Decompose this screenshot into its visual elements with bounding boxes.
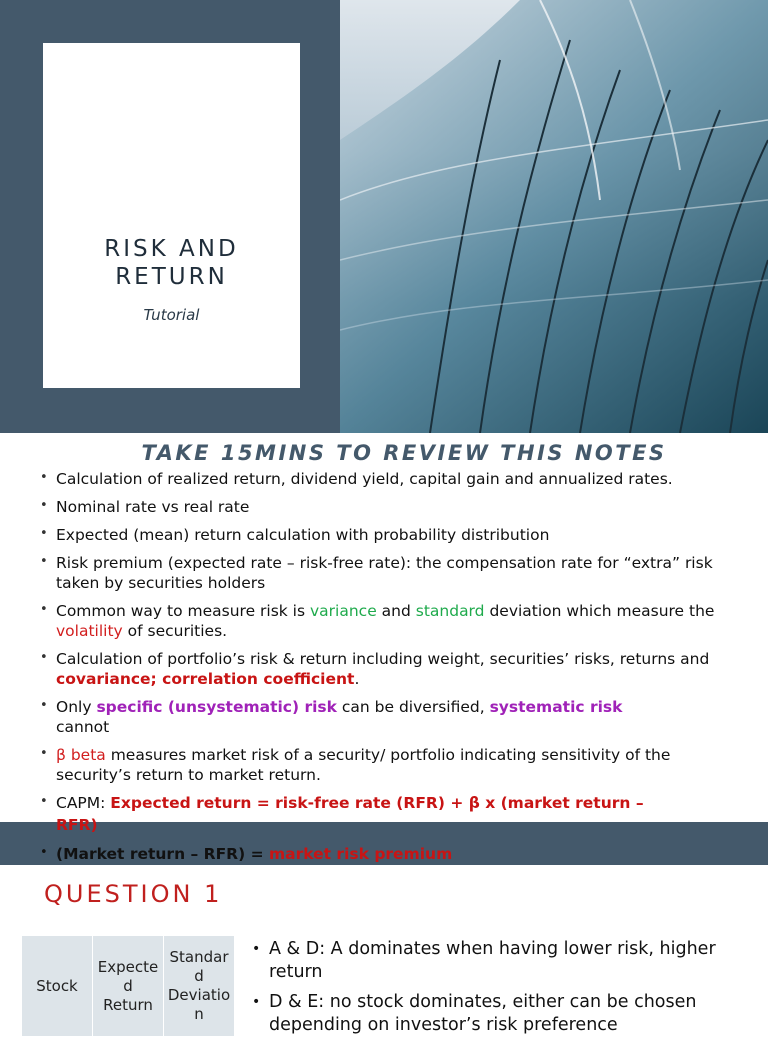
notes-bullet (40, 697, 740, 737)
notes-heading: TAKE 15MINS TO REVIEW THIS NOTES (141, 441, 667, 465)
bullet-text: . (354, 670, 360, 688)
bullet-text: can be diversified, (336, 698, 490, 716)
highlight-specific-risk: specific (unsystematic) risk (96, 698, 337, 716)
notes-bullet (40, 553, 740, 593)
bullet-text: Only (56, 698, 97, 716)
bullet-dot-icon: • (40, 746, 48, 761)
bullet-dot-icon: • (40, 526, 48, 541)
capm-formula-overflow: RFR) (56, 816, 98, 834)
bullet-text: Nominal rate vs real rate (56, 498, 250, 516)
bullet-text: Calculation of realized return, dividend yield, capital gain and annualized rates. (56, 470, 673, 488)
bullet-text: cannot (56, 718, 110, 736)
column-header-standard-deviation (164, 936, 235, 1037)
bullet-text: = (245, 845, 269, 863)
bullet-text: and (376, 602, 416, 620)
bullet-text: Calculation of portfolio’s risk & return including weight, securities’ risks, returns and (56, 650, 710, 668)
highlight-variance: variance (310, 602, 377, 620)
highlight-standard: standard (415, 602, 485, 620)
bullet-text: Common way to measure risk is (56, 602, 310, 620)
notes-bullet (40, 497, 740, 517)
answer-text: A & D: A dominates when having lower risk, higher return (269, 939, 716, 982)
notes-bullet (40, 601, 740, 641)
architecture-photo-graphic (340, 0, 768, 433)
column-header-text: Standar d Deviatio n (167, 948, 231, 1023)
title-card (43, 43, 300, 388)
highlight-market-risk-premium: market risk premium (268, 845, 453, 863)
title-slide (0, 0, 768, 433)
bullet-text: deviation which measure the (484, 602, 715, 620)
bullet-text: (Market return – RFR) (56, 845, 246, 863)
notes-bullet (40, 525, 740, 545)
answer-text: D & E: no stock dominates, either can be chosen depending on investor’s risk preference (269, 992, 697, 1035)
bullet-text: Risk premium (expected rate – risk-free rate): the compensation rate for “extra” risk taken by securities holders (56, 554, 713, 592)
bullet-dot-icon: • (40, 794, 48, 809)
bullet-dot-icon: • (40, 554, 48, 569)
highlight-volatility: volatility (56, 622, 123, 640)
slide-title (43, 235, 300, 291)
notes-bullet (40, 793, 740, 813)
bullet-text: measures market risk of a security/ portfolio indicating sensitivity of the security’s return to market return. (56, 746, 671, 784)
bullet-dot-icon: • (40, 470, 48, 485)
column-header-expected-return (93, 936, 164, 1037)
bullet-dot-icon: • (40, 698, 48, 713)
notes-bullet (40, 469, 740, 489)
highlight-beta: β beta (56, 746, 106, 764)
stock-table (21, 935, 235, 1037)
slide-title-line1: RISK AND (104, 236, 239, 262)
bullet-dot-icon: • (252, 941, 261, 957)
column-header-text: Expecte d Return (97, 957, 159, 1014)
bullet-dot-icon: • (40, 845, 48, 860)
capm-formula: Expected return = risk-free rate (RFR) + β x (market return – (110, 794, 644, 812)
question-answer-list (252, 938, 752, 1044)
review-notes-slide (0, 433, 768, 822)
notes-bullet (40, 649, 740, 689)
bullet-text: of securities. (122, 622, 228, 640)
slide-title-line2: RETURN (115, 264, 228, 290)
slide-subtitle: Tutorial (143, 306, 200, 324)
question-title: QUESTION 1 (44, 880, 223, 908)
highlight-covariance: covariance; correlation coefficient (56, 670, 355, 688)
answer-bullet (252, 938, 752, 984)
highlight-systematic-risk: systematic risk (489, 698, 623, 716)
column-header-stock (22, 936, 93, 1037)
bullet-text: Expected (mean) return calculation with probability distribution (56, 526, 550, 544)
answer-bullet (252, 991, 752, 1037)
notes-bullet-market-risk-premium (40, 844, 452, 864)
architecture-photo (340, 0, 768, 433)
notes-bullet-list (40, 469, 740, 821)
bullet-dot-icon: • (40, 498, 48, 513)
bullet-dot-icon: • (40, 602, 48, 617)
bullet-text: CAPM: (56, 794, 111, 812)
bullet-dot-icon: • (252, 994, 261, 1010)
table-header-row (22, 936, 235, 1037)
notes-bullet (40, 745, 740, 785)
column-header-text: Stock (36, 976, 78, 995)
bullet-dot-icon: • (40, 650, 48, 665)
